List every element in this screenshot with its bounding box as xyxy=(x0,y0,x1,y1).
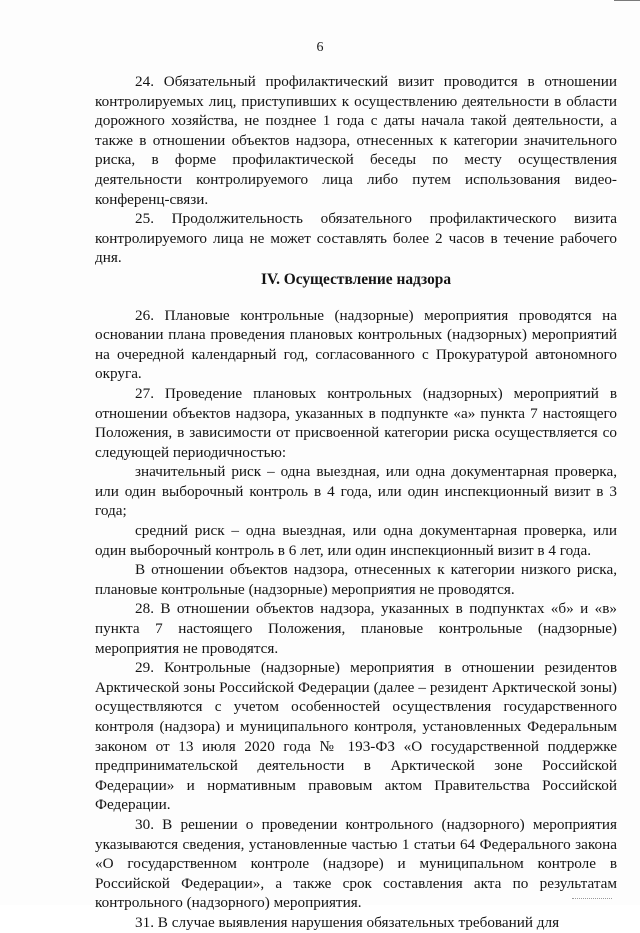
paragraph-30: 30. В решении о проведении контрольного (надзорного) мероприятия указываются сведения, установленные частью 1 статьи 64 Федерального закона «О государственном контроле (надзоре) и муниципальном контроле в Российской Федерации», а также срок составления акта по результатам контрольного (надзорного) мероприятия. xyxy=(95,815,617,912)
paragraph-24: 24. Обязательный профилактический визит проводится в отношении контролируемых лиц, приступивших к осуществлению деятельности в области дорожного хозяйства, не позднее 1 года с даты начала такой деятельности, а также в отношении объектов надзора, отнесенных к категории значительного риска, в форме профилактической беседы по месту осуществления деятельности контролируемого лица либо путем использования видео-конференц-связи. xyxy=(95,73,617,208)
paragraph-27-low-risk: В отношении объектов надзора, отнесенных к категории низкого риска, плановые контрольные (надзорные) мероприятия не проводятся. xyxy=(95,561,617,598)
paragraph-27: 27. Проведение плановых контрольных (надзорных) мероприятий в отношении объектов надзора, указанных в подпункте «а» пункта 7 настоящего Положения, в зависимости от присвоенной категории риска осуществляется со следующей периодичностью: xyxy=(95,384,617,461)
scan-bottom-mark xyxy=(572,898,612,899)
document-body xyxy=(95,72,617,933)
paragraph-29: 29. Контрольные (надзорные) мероприятия в отношении резидентов Арктической зоны Российской Федерации (далее – резидент Арктической зоны) осуществляются с учетом особенностей осуществления государственного контроля (надзора) и муниципального контроля, установленных Федеральным законом от 13 июля 2020 года № 193-ФЗ «О государственной поддержке предпринимательской деятельности в Арктической зоне Российской Федерации» и нормативным правовым актом Правительства Российской Федерации. xyxy=(95,659,617,814)
paragraph-27-medium-risk: средний риск – одна выездная, или одна документарная проверка, или один выборочный контроль в 6 лет, или один инспекционный визит в 4 года. xyxy=(95,522,617,559)
paragraph-31: 31. В случае выявления нарушения обязательных требований для xyxy=(135,913,560,931)
scan-corner-mark xyxy=(614,0,640,4)
paragraph-25: 25. Продолжительность обязательного профилактического визита контролируемого лица не может составлять более 2 часов в течение рабочего дня. xyxy=(95,210,617,267)
page-number: 6 xyxy=(316,40,324,55)
paragraph-27-significant-risk: значительный риск – одна выездная, или одна документарная проверка, или один выборочный контроль в 4 года, или один инспекционный визит в 3 года; xyxy=(95,463,617,520)
section-heading: IV. Осуществление надзора xyxy=(260,270,452,288)
paragraph-28: 28. В отношении объектов надзора, указанных в подпунктах «б» и «в» пункта 7 настоящего Положения, плановые контрольные (надзорные) мероприятия не проводятся. xyxy=(95,600,617,657)
paragraph-26: 26. Плановые контрольные (надзорные) мероприятия проводятся на основании плана проведения плановых контрольных (надзорных) мероприятий на очередной календарный год, согласованного с Прокуратурой автономного округа. xyxy=(95,306,617,383)
